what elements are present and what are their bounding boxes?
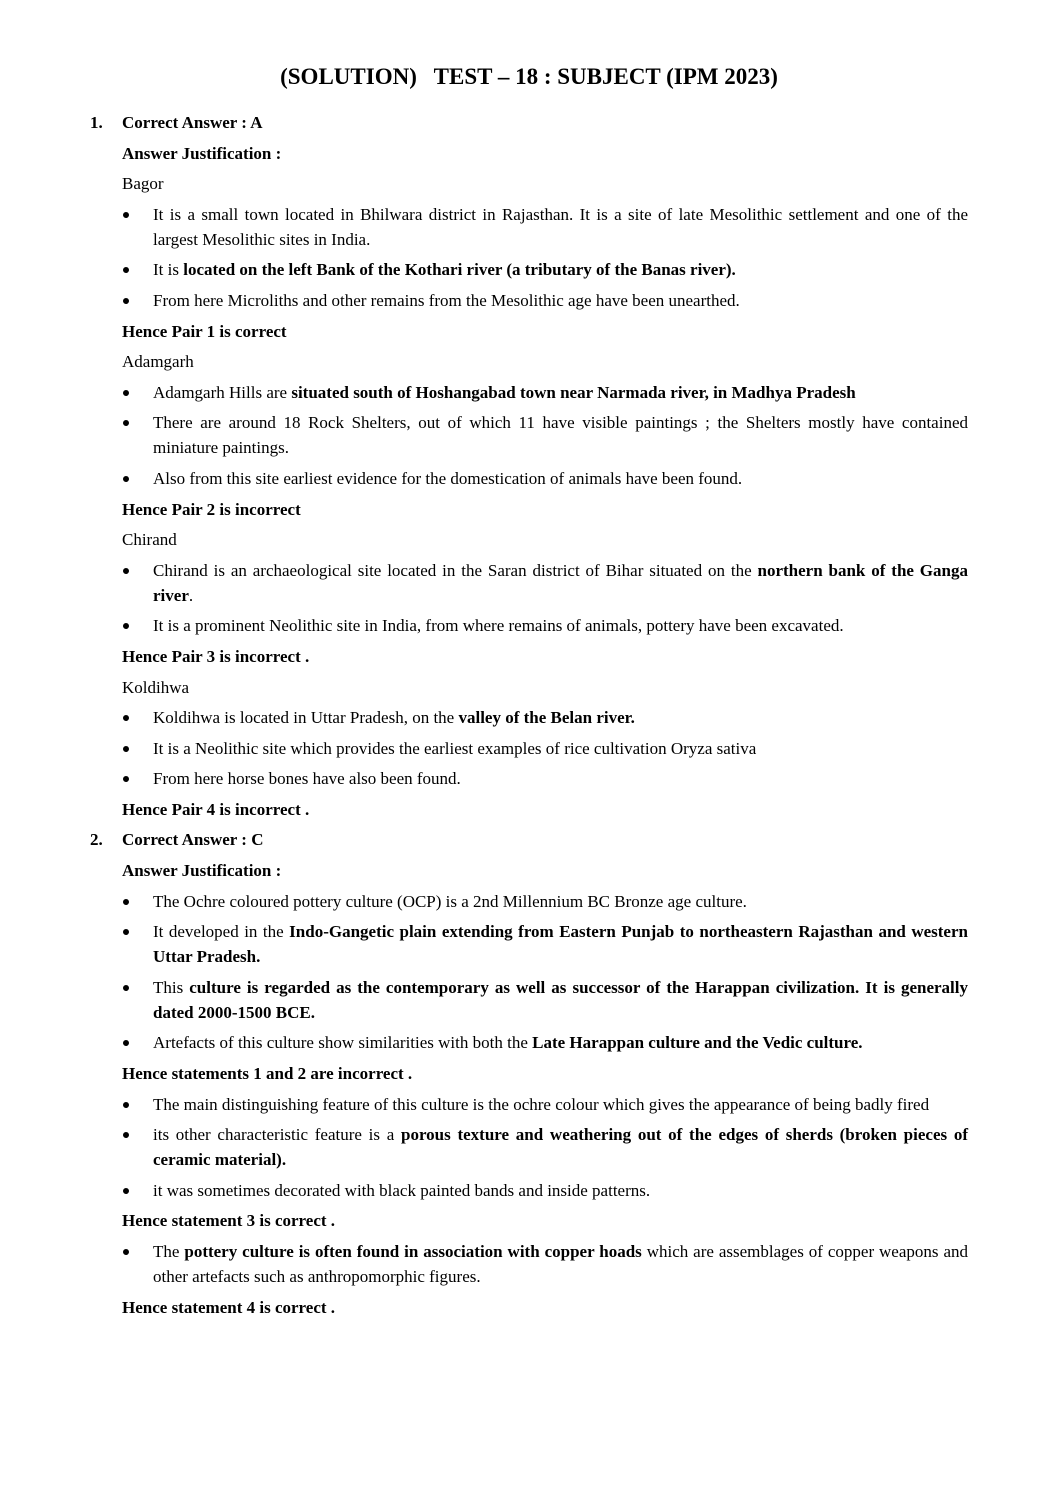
site-name <box>90 675 968 700</box>
heading-text: Hence Pair 4 is incorrect . <box>122 799 310 819</box>
bullet-item <box>90 1092 968 1117</box>
bullet-text: it was sometimes decorated with black painted bands and inside patterns. <box>153 1180 651 1200</box>
bullet-text: It is <box>153 260 184 280</box>
document-body <box>90 110 968 1325</box>
bullet-text: There are around 18 Rock Shelters, out of which 11 have visible paintings ; the Shelters mostly have contained miniature paintings. <box>153 413 968 458</box>
bullet-text-end: which are assemblages of copper weapons and other artefacts such as anthropomorphic figures. <box>153 1242 968 1286</box>
section-heading <box>90 497 968 522</box>
bullet-icon <box>123 985 129 991</box>
question-number: 1. <box>90 113 103 132</box>
bullet-text: Koldihwa is located in Uttar Pradesh, on the <box>153 708 459 728</box>
bullet-icon <box>123 1132 129 1138</box>
bullet-icon <box>123 715 129 721</box>
heading-text: Hence statement 3 is correct . <box>122 1211 336 1231</box>
site-name <box>90 349 968 374</box>
bullet-icon <box>123 746 129 752</box>
site-name-text: Adamgarh <box>122 352 194 372</box>
bullet-item <box>90 1122 968 1172</box>
bullet-icon <box>123 476 129 482</box>
bullet-icon <box>123 623 129 629</box>
section-heading <box>90 797 968 822</box>
site-name <box>90 527 968 552</box>
bullet-text: The <box>153 1242 185 1261</box>
bullet-icon <box>123 1188 129 1194</box>
correct-answer-label: Correct Answer : C <box>122 830 264 850</box>
bullet-icon <box>123 776 129 782</box>
section-heading <box>90 319 968 344</box>
bullet-item <box>90 288 968 313</box>
bullet-text: It is a small town located in Bhilwara district in Rajasthan. It is a site of late Mesolithic settlement and one of the largest Mesolithic sites in India. <box>153 204 968 249</box>
bullet-text: The Ochre coloured pottery culture (OCP) is a 2nd Millennium BC Bronze age culture. <box>153 891 747 911</box>
bullet-icon <box>123 212 129 218</box>
section-heading <box>90 1208 968 1233</box>
heading-text: Hence statement 4 is correct . <box>122 1297 336 1317</box>
section-heading <box>90 141 968 166</box>
bullet-item <box>90 1178 968 1203</box>
section-heading <box>90 644 968 669</box>
bullet-bold-text: Indo-Gangetic plain extending from Eastern Punjab to northeastern Rajasthan and western Uttar Pradesh. <box>153 922 968 967</box>
bullet-item <box>90 613 968 638</box>
bullet-icon <box>123 390 129 396</box>
bullet-text: Adamgarh Hills are <box>153 382 292 402</box>
bullet-bold-text: northern bank of the Ganga river <box>153 560 968 605</box>
bullet-text: From here Microliths and other remains from the Mesolithic age have been unearthed. <box>153 290 740 310</box>
bullet-item <box>90 766 968 791</box>
bullet-text: It is a prominent Neolithic site in India, from where remains of animals, pottery have been excavated. <box>153 616 844 636</box>
bullet-text: It is a Neolithic site which provides the earliest examples of rice cultivation Oryza sativa <box>153 738 757 758</box>
bullet-item <box>90 466 968 491</box>
heading-text: Hence Pair 1 is correct <box>122 321 287 341</box>
bullet-text: Also from this site earliest evidence for the domestication of animals have been found. <box>153 468 743 488</box>
question-answer-heading <box>90 110 968 135</box>
site-name-text: Koldihwa <box>122 677 190 697</box>
bullet-text: its other characteristic feature is a <box>153 1125 401 1145</box>
bullet-item <box>90 380 968 405</box>
bullet-item <box>90 889 968 914</box>
bullet-item <box>90 1030 968 1055</box>
bullet-item <box>90 558 968 608</box>
section-heading <box>90 858 968 883</box>
bullet-item <box>90 202 968 252</box>
heading-text: Hence statements 1 and 2 are incorrect . <box>122 1064 413 1084</box>
bullet-icon <box>123 929 129 935</box>
section-heading <box>90 1295 968 1320</box>
bullet-bold-text: porous texture and weathering out of the edges of sherds (broken pieces of ceramic material). <box>153 1125 968 1170</box>
bullet-bold-text: valley of the Belan river. <box>458 708 635 728</box>
heading-text: Answer Justification : <box>122 143 282 163</box>
bullet-item <box>90 736 968 761</box>
bullet-text: From here horse bones have also been found. <box>153 769 461 789</box>
bullet-bold-text: located on the left Bank of the Kothari river (a tributary of the Banas river). <box>183 260 736 280</box>
question-answer-heading <box>90 827 968 852</box>
bullet-bold-text: Late Harappan culture and the Vedic culture. <box>532 1033 863 1053</box>
page-title: (SOLUTION) TEST – 18 : SUBJECT (IPM 2023) <box>280 64 778 89</box>
bullet-icon <box>123 1040 129 1046</box>
question-number: 2. <box>90 830 103 850</box>
bullet-text: Chirand is an archaeological site located in the Saran district of Bihar situated on the <box>153 560 758 580</box>
bullet-bold-text: situated south of Hoshangabad town near Narmada river, in Madhya Pradesh <box>291 382 856 402</box>
bullet-text: Artefacts of this culture show similarities with both the <box>153 1033 533 1053</box>
heading-text: Hence Pair 3 is incorrect . <box>122 646 310 666</box>
bullet-icon <box>123 1102 129 1108</box>
bullet-icon <box>123 1249 129 1255</box>
section-heading <box>90 1061 968 1086</box>
bullet-item <box>90 410 968 460</box>
bullet-icon <box>123 899 129 905</box>
site-name-text: Chirand <box>122 530 177 550</box>
bullet-icon <box>123 267 129 273</box>
bullet-item <box>90 919 968 969</box>
bullet-text: This <box>153 977 190 997</box>
bullet-bold-text: pottery culture is often found in association with copper hoads <box>184 1242 642 1261</box>
bullet-item <box>90 1239 968 1289</box>
bullet-item <box>90 257 968 282</box>
bullet-text: The main distinguishing feature of this culture is the ochre colour which gives the appearance of being badly fired <box>153 1094 930 1114</box>
bullet-icon <box>123 420 129 426</box>
bullet-bold-text: culture is regarded as the contemporary as well as successor of the Harappan civilization. It is generally dated 2000-1500 BCE. <box>153 977 968 1022</box>
correct-answer-label: Correct Answer : A <box>122 113 263 132</box>
bullet-item <box>90 705 968 730</box>
heading-text: Answer Justification : <box>122 861 282 881</box>
site-name <box>90 171 968 196</box>
site-name-text: Bagor <box>122 174 164 194</box>
heading-text: Hence Pair 2 is incorrect <box>122 499 301 519</box>
bullet-icon <box>123 568 129 574</box>
bullet-text: It developed in the <box>153 922 290 942</box>
bullet-text-end: . <box>188 585 194 605</box>
bullet-icon <box>123 298 129 304</box>
bullet-item <box>90 975 968 1025</box>
